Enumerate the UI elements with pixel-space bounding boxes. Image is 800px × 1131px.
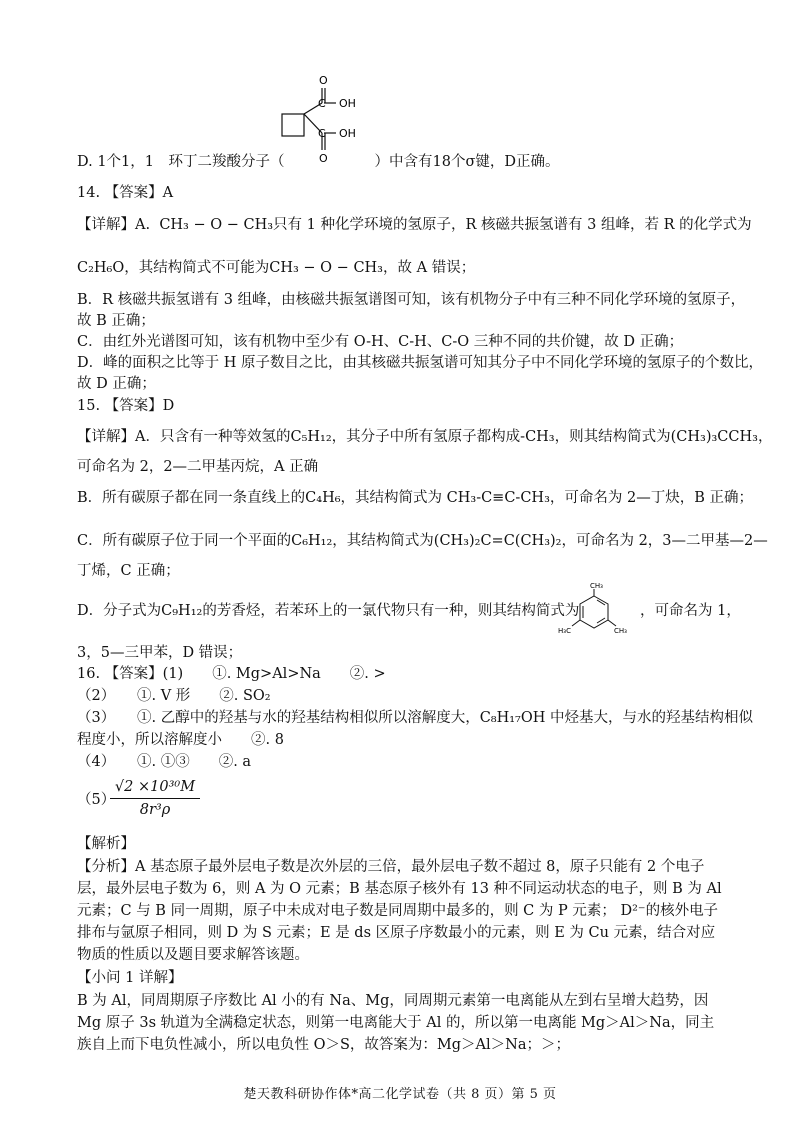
- q16-answer-3-line1: （3） ①. 乙醇中的羟基与水的羟基结构相似所以溶解度大，C₈H₁₇OH 中烃基大，与水的羟基结构相似: [77, 710, 754, 726]
- xiaowen-paragraph: B 为 Al，同周期原子序数比 Al 小的有 Na、Mg，同周期元素第一电离能从左到右呈增大趋势，因 Mg 原子 3s 轨道为全满稳定状态，则第一电离能大于 Al 的，所以第一电离能 Mg＞Al＞Na，同主族自上而下电负性减小，所以电负性 O＞S，故答案为：Mg＞Al＞Na；＞；: [77, 993, 715, 1053]
- q15-a-line2: 可命名为 2，2—二甲基丙烷，A 正确: [77, 459, 319, 475]
- q16-answer-5-fraction: [110, 777, 200, 820]
- q15-d-line1-end: ，可命名为 1，: [640, 603, 741, 619]
- methyl-left-label: H₃C: [558, 627, 571, 635]
- q15-answer: 15. 【答案】D: [77, 398, 175, 414]
- q16-answer-2: （2） ①. V 形 ②. SO₂: [77, 688, 271, 704]
- q15-a-line1: 【详解】A．只含有一种等效氢的C₅H₁₂，其分子中所有氢原子都构成-CH₃，则其结构简式为(CH₃)₃CCH₃，: [77, 429, 773, 445]
- methyl-top-label: CH₃: [590, 582, 603, 590]
- q14-detail-a-cont: C₂H₆O，其结构简式不可能为CH₃ − O − CH₃，故 A 错误；: [77, 260, 476, 276]
- q14-detail-a: 【详解】A. CH₃ − O − CH₃只有 1 种化学环境的氢原子，R 核磁共振氢谱有 3 组峰，若 R 的化学式为: [77, 217, 752, 233]
- q14-b-line2: 故 B 正确；: [77, 313, 155, 329]
- q15-c-line1: C．所有碳原子位于同一个平面的C₆H₁₂，其结构简式为(CH₃)₂C=C(CH₃)₂，可命名为 2，3—二甲基—2—: [77, 533, 768, 549]
- oxygen-top-label: O: [319, 74, 328, 87]
- q16-answer-4: （4） ①. ①③ ②. a: [77, 754, 252, 770]
- carbon-bottom-label: C: [318, 127, 326, 140]
- q16-answer-5-label: （5）: [77, 792, 116, 808]
- q15-d-line2: 3，5—三甲苯，D 错误；: [77, 645, 243, 661]
- xiaowen-heading: 【小问 1 详解】: [77, 970, 183, 986]
- methyl-right-label: CH₃: [614, 627, 627, 635]
- q14-d-line2: 故 D 正确；: [77, 376, 156, 392]
- q14-answer: 14. 【答案】A: [77, 185, 174, 201]
- oxygen-bottom-label: O: [319, 152, 328, 165]
- q14-c-line: C．由红外光谱图可知，该有机物中至少有 O-H、C-H、C-O 三种不同的共价键，故 D 正确；: [77, 334, 684, 350]
- q16-answer-3-line2: 程度小，所以溶解度小 ②. 8: [77, 732, 284, 748]
- hydroxyl-bottom-label: OH: [339, 127, 356, 140]
- carbon-top-label: C: [318, 97, 326, 110]
- hydroxyl-top-label: OH: [339, 97, 356, 110]
- fenxi-paragraph: 【分析】A 基态原子最外层电子数是次外层的三倍，最外层电子数不超过 8，原子只能有 2 个电子层，最外层电子数为 6，则 A 为 O 元素；B 基态原子核外有 13 种不同运动状态的电子，则 B 为 Al 元素；C 与 B 同一周期，原子中未成对电子数是同周期中最多的，则 C 为 P 元素； D²⁻的核外电子排布与氩原子相同，则 D 为 S 元素；E 是 ds 区原子序数最小的元素，则 E 为 Cu 元素，结合对应物质的性质以及题目要求解答该题。: [77, 859, 722, 963]
- q15-b-line: B．所有碳原子都在同一条直线上的C₄H₆，其结构简式为 CH₃-C≡C-CH₃，可命名为 2—丁炔，B 正确；: [77, 490, 753, 506]
- d13-line: D. 1个1，1 环丁二羧酸分子（ ）中含有18个σ键，D正确。: [77, 154, 560, 170]
- mesitylene-structure: [556, 582, 632, 640]
- jiexi-heading: 【解析】: [77, 836, 135, 852]
- fraction-denominator: 8r³ρ: [139, 802, 171, 818]
- q16-answer-1: 16. 【答案】(1) ①. Mg>Al>Na ②. >: [77, 666, 386, 682]
- page-footer: 楚天教科研协作体*高二化学试卷（共 8 页）第 5 页: [243, 1087, 557, 1102]
- fraction-numerator: √2 ×10³⁰M: [114, 779, 196, 795]
- q15-c-line2: 丁烯，C 正确；: [77, 563, 180, 579]
- q14-b-line1: B．R 核磁共振氢谱有 3 组峰，由核磁共振氢谱图可知，该有机物分子中有三种不同化学环境的氢原子，: [77, 292, 746, 308]
- q15-d-line1: D．分子式为C₉H₁₂的芳香烃，若苯环上的一氯代物只有一种，则其结构简式为: [77, 603, 580, 619]
- q14-d-line1: D．峰的面积之比等于 H 原子数目之比，由其核磁共振氢谱可知其分子中不同化学环境的氢原子的个数比，: [77, 355, 763, 371]
